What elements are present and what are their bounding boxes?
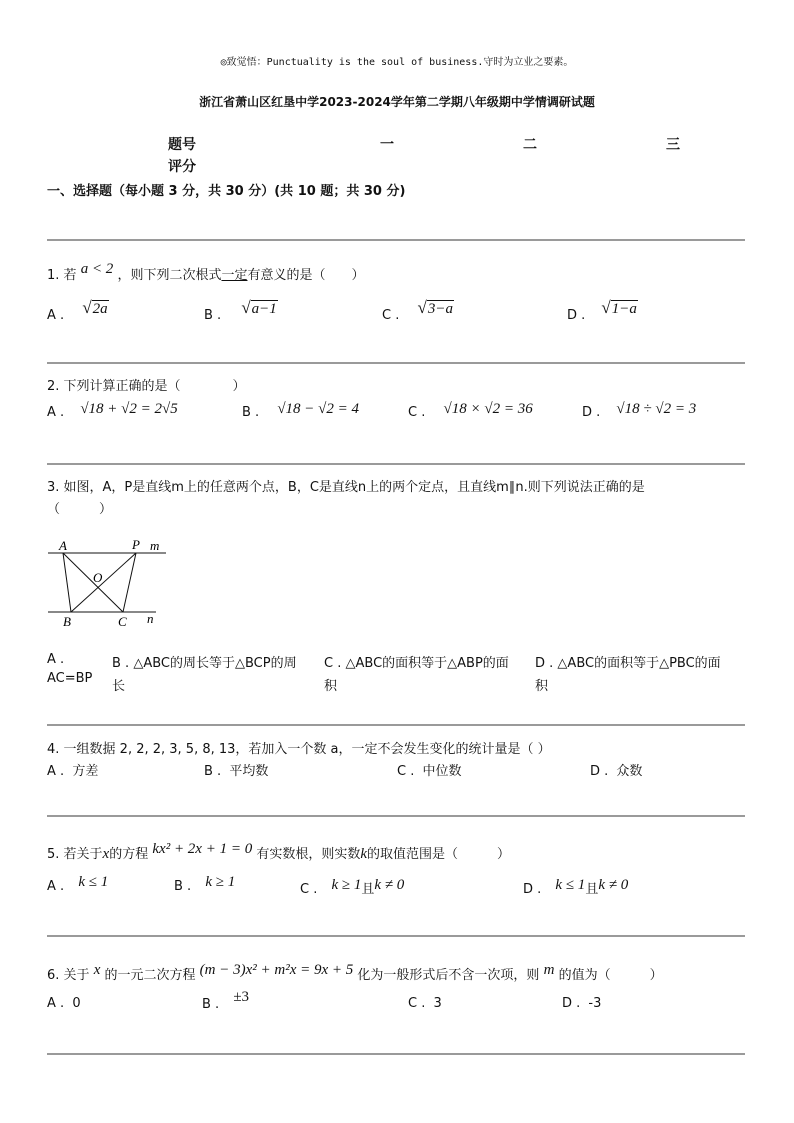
divider (47, 239, 745, 241)
option-d[interactable]: D . -3 (562, 996, 602, 1011)
option-c[interactable]: C . 中位数 (397, 764, 462, 779)
motto: ◎致觉悟：Punctuality is the soul of business.守时为立业之要素。 (220, 57, 574, 68)
option-d[interactable]: D . √1−a (567, 298, 637, 323)
option-c[interactable]: C . √3−a (382, 298, 453, 323)
option-b[interactable]: B . √18 − √2 = 4 (242, 401, 360, 420)
option-d[interactable]: D . √18 ÷ √2 = 3 (582, 401, 697, 420)
label-o: O (93, 570, 103, 585)
segment-ab (63, 553, 71, 612)
question-stem-line-2: （ ） (47, 502, 113, 517)
question-stem: 5. 若关于x的方程 kx² + 2x + 1 = 0 有实数根，则实数k的取值范围是（ ） (47, 841, 511, 862)
label-m: m (150, 538, 160, 553)
option-a[interactable]: A . AC=BP (47, 652, 93, 686)
score-table-col-1: 一 (380, 137, 394, 153)
option-c[interactable]: C . 3 (408, 996, 442, 1011)
option-a[interactable]: A . 方差 (47, 764, 99, 779)
option-b[interactable]: B . 平均数 (204, 764, 269, 779)
geometry-figure (44, 535, 174, 630)
section-heading: 一、选择题（每小题 3 分，共 30 分）(共 10 题；共 30 分) (47, 184, 406, 199)
option-c[interactable]: C . √18 × √2 = 36 (408, 401, 533, 420)
score-table-col-3: 三 (666, 137, 680, 153)
question-stem: 3. 如图，A，P是直线m上的任意两个点，B，C是直线n上的两个定点，且直线m∥n.则下列说法正确的是 (47, 480, 645, 495)
question-stem: 1. 若 a < 2 ，则下列二次根式一定有意义的是（ ） (47, 261, 365, 283)
option-a[interactable]: A . √18 + √2 = 2√5 (47, 401, 178, 420)
divider (47, 1053, 745, 1055)
option-a[interactable]: A . k ≤ 1 (47, 874, 109, 894)
question-stem: 4. 一组数据 2, 2, 2, 3, 5, 8, 13，若加入一个数 a，一定不会发生变化的统计量是（ ） (47, 742, 551, 757)
divider (47, 815, 745, 817)
divider (47, 724, 745, 726)
exam-title: 浙江省萧山区红垦中学2023-2024学年第二学期八年级期中学情调研试题 (199, 95, 595, 109)
option-c[interactable]: C . k ≥ 1且k ≠ 0 (300, 877, 405, 897)
question-stem: 2. 下列计算正确的是（ ） (47, 379, 246, 394)
label-a: A (59, 538, 67, 553)
option-b[interactable]: B . ±3 (202, 989, 250, 1012)
score-table-row-label: 题号 (168, 137, 196, 153)
label-p: P (132, 537, 140, 552)
label-b: B (63, 614, 71, 629)
question-stem: 6. 关于 x 的一元二次方程 (m − 3)x² + m²x = 9x + 5 化为一般形式后不含一次项，则 m 的值为（ ） (47, 962, 663, 983)
option-d[interactable]: D . △ABC的面积等于△PBC的面 积 (535, 656, 721, 694)
option-d[interactable]: D . k ≤ 1且k ≠ 0 (523, 877, 629, 897)
option-d[interactable]: D . 众数 (590, 764, 643, 779)
divider (47, 362, 745, 364)
option-a[interactable]: A . √2a (47, 298, 108, 323)
score-table-row-label-score: 评分 (168, 159, 196, 175)
option-b[interactable]: B . △ABC的周长等于△BCP的周 长 (112, 656, 297, 694)
option-c[interactable]: C . △ABC的面积等于△ABP的面 积 (324, 656, 509, 694)
score-table-col-2: 二 (523, 137, 537, 153)
option-a[interactable]: A . 0 (47, 996, 81, 1011)
label-c: C (118, 614, 127, 629)
divider (47, 463, 745, 465)
segment-pc (123, 553, 136, 612)
option-b[interactable]: B . k ≥ 1 (174, 874, 236, 894)
divider (47, 935, 745, 937)
option-b[interactable]: B . √a−1 (204, 298, 277, 323)
segment-pb (71, 553, 136, 612)
label-n: n (147, 611, 154, 626)
